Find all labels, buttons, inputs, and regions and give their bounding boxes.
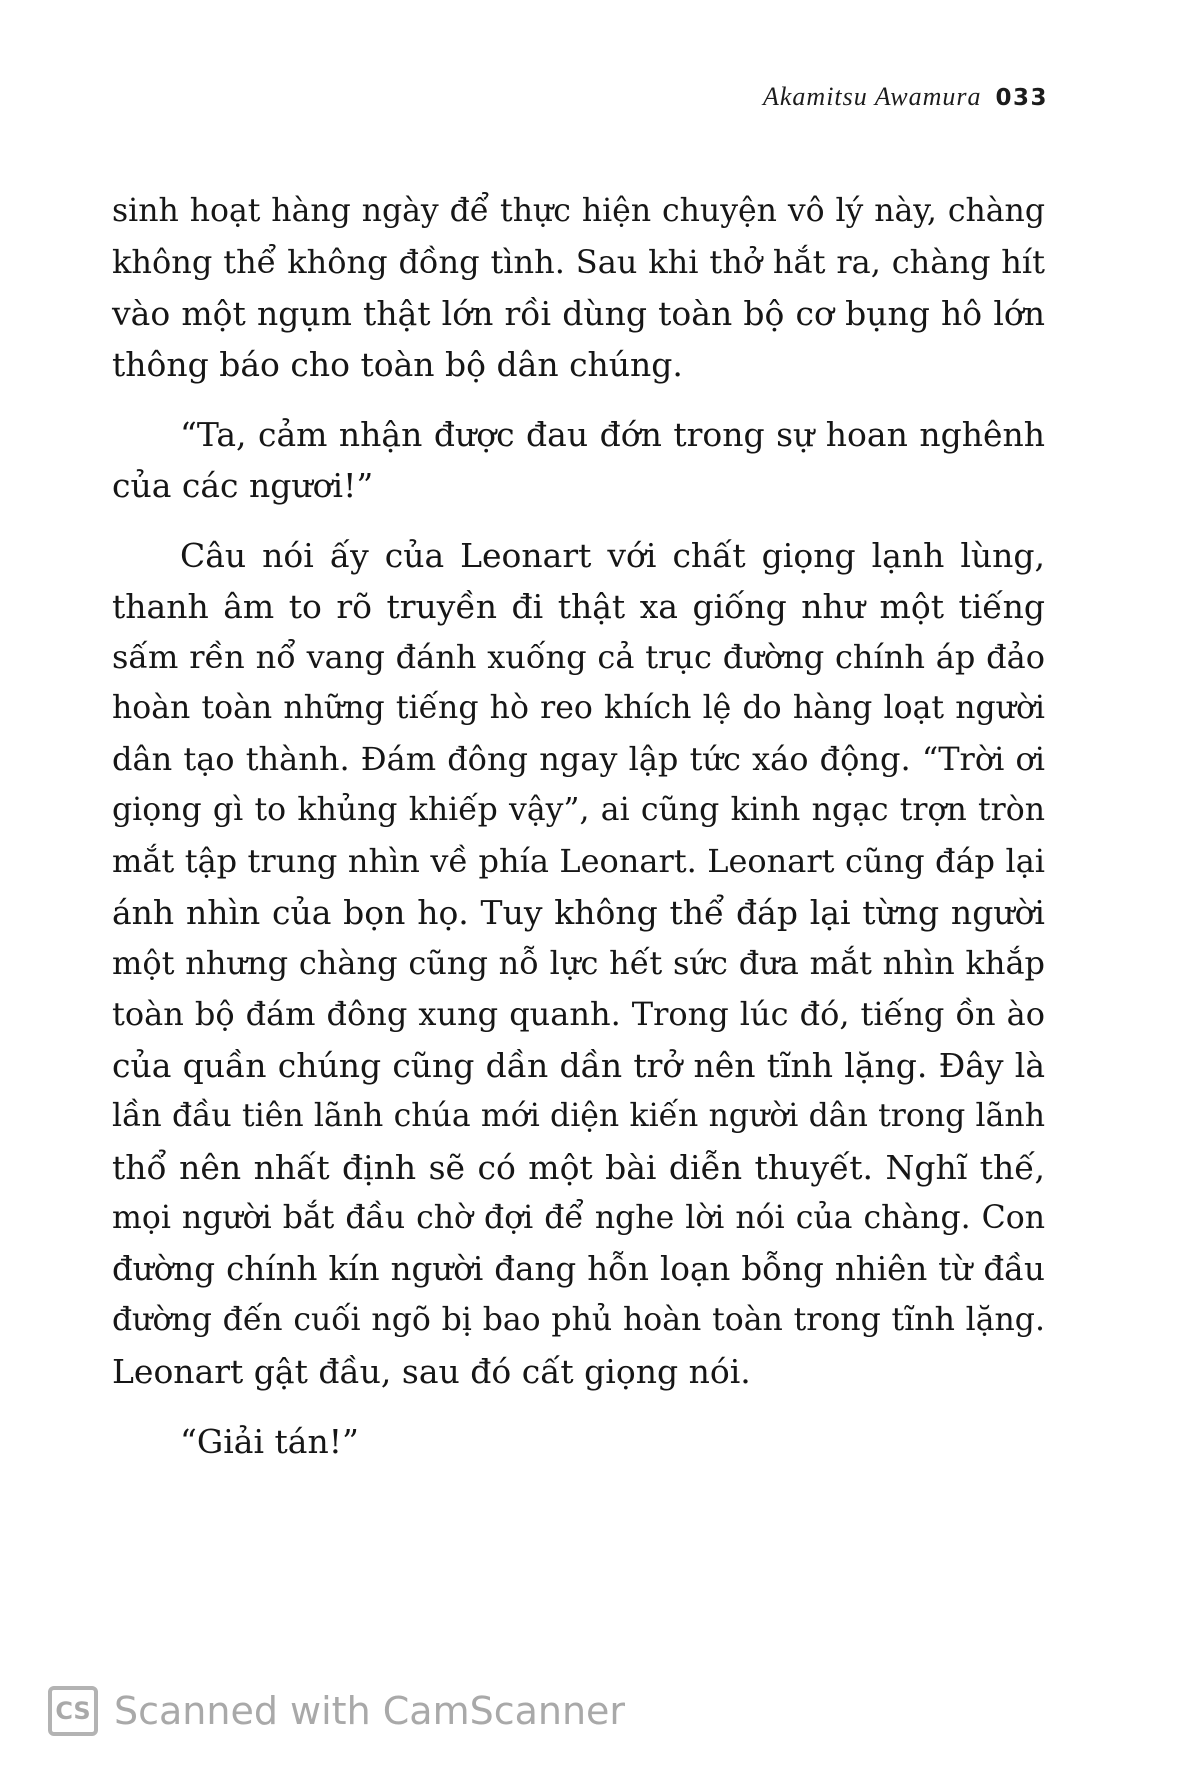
body-text (112, 186, 1045, 1486)
paragraph (112, 186, 1045, 390)
text-line: giọng gì to khủng khiếp vậy”, ai cũng kinh ngạc trợn tròn (112, 792, 1045, 828)
text-line: thổ nên nhất định sẽ có một bài diễn thuyết. Nghĩ thế, (112, 1148, 1045, 1187)
text-line: sấm rền nổ vang đánh xuống cả trục đường chính áp đảo (112, 638, 1045, 676)
header-author: Akamitsu Awamura (763, 82, 982, 111)
text-line: lần đầu tiên lãnh chúa mới diện kiến người dân trong lãnh (112, 1098, 1045, 1134)
paragraph (112, 530, 1045, 1397)
text-line: đường đến cuối ngõ bị bao phủ hoàn toàn trong tĩnh lặng. (112, 1302, 1045, 1338)
camscanner-watermark (48, 1686, 625, 1736)
text-line: thông báo cho toàn bộ dân chúng. (112, 345, 683, 384)
paragraph (112, 1416, 1045, 1467)
watermark-text: Scanned with CamScanner (114, 1689, 626, 1733)
text-line: của các ngươi!” (112, 466, 374, 505)
text-line: “Ta, cảm nhận được đau đớn trong sự hoan nghênh (180, 415, 1045, 454)
paragraph (112, 409, 1045, 511)
text-line: một nhưng chàng cũng nỗ lực hết sức đưa mắt nhìn khắp (112, 944, 1045, 982)
running-header (763, 82, 1048, 112)
text-line: dân tạo thành. Đám đông ngay lập tức xáo động. “Trời ơi (112, 740, 1045, 778)
page-number: 033 (995, 85, 1048, 111)
text-line: toàn bộ đám đông xung quanh. Trong lúc đó, tiếng ồn ào (112, 995, 1045, 1033)
text-line: thanh âm to rõ truyền đi thật xa giống như một tiếng (112, 587, 1045, 626)
text-line: sinh hoạt hàng ngày để thực hiện chuyện vô lý này, chàng (112, 193, 1045, 229)
text-line: Leonart gật đầu, sau đó cất giọng nói. (112, 1352, 751, 1391)
text-line: đường chính kín người đang hỗn loạn bỗng nhiên từ đầu (112, 1250, 1045, 1288)
text-line: mọi người bắt đầu chờ đợi để nghe lời nói của chàng. Con (112, 1200, 1045, 1236)
text-line: hoàn toàn những tiếng hò reo khích lệ do hàng loạt người (112, 690, 1045, 726)
text-line: không thể không đồng tình. Sau khi thở hắt ra, chàng hít (112, 243, 1045, 281)
text-line: vào một ngụm thật lớn rồi dùng toàn bộ cơ bụng hô lớn (112, 294, 1045, 333)
text-line: “Giải tán!” (180, 1422, 359, 1461)
text-line: ánh nhìn của bọn họ. Tuy không thể đáp lại từng người (112, 893, 1045, 932)
text-line: mắt tập trung nhìn về phía Leonart. Leonart cũng đáp lại (112, 842, 1045, 880)
text-line: Câu nói ấy của Leonart với chất giọng lạnh lùng, (180, 536, 1045, 575)
text-line: của quần chúng cũng dần dần trở nên tĩnh lặng. Đây là (112, 1046, 1045, 1085)
camscanner-logo-icon: CS (48, 1686, 98, 1736)
